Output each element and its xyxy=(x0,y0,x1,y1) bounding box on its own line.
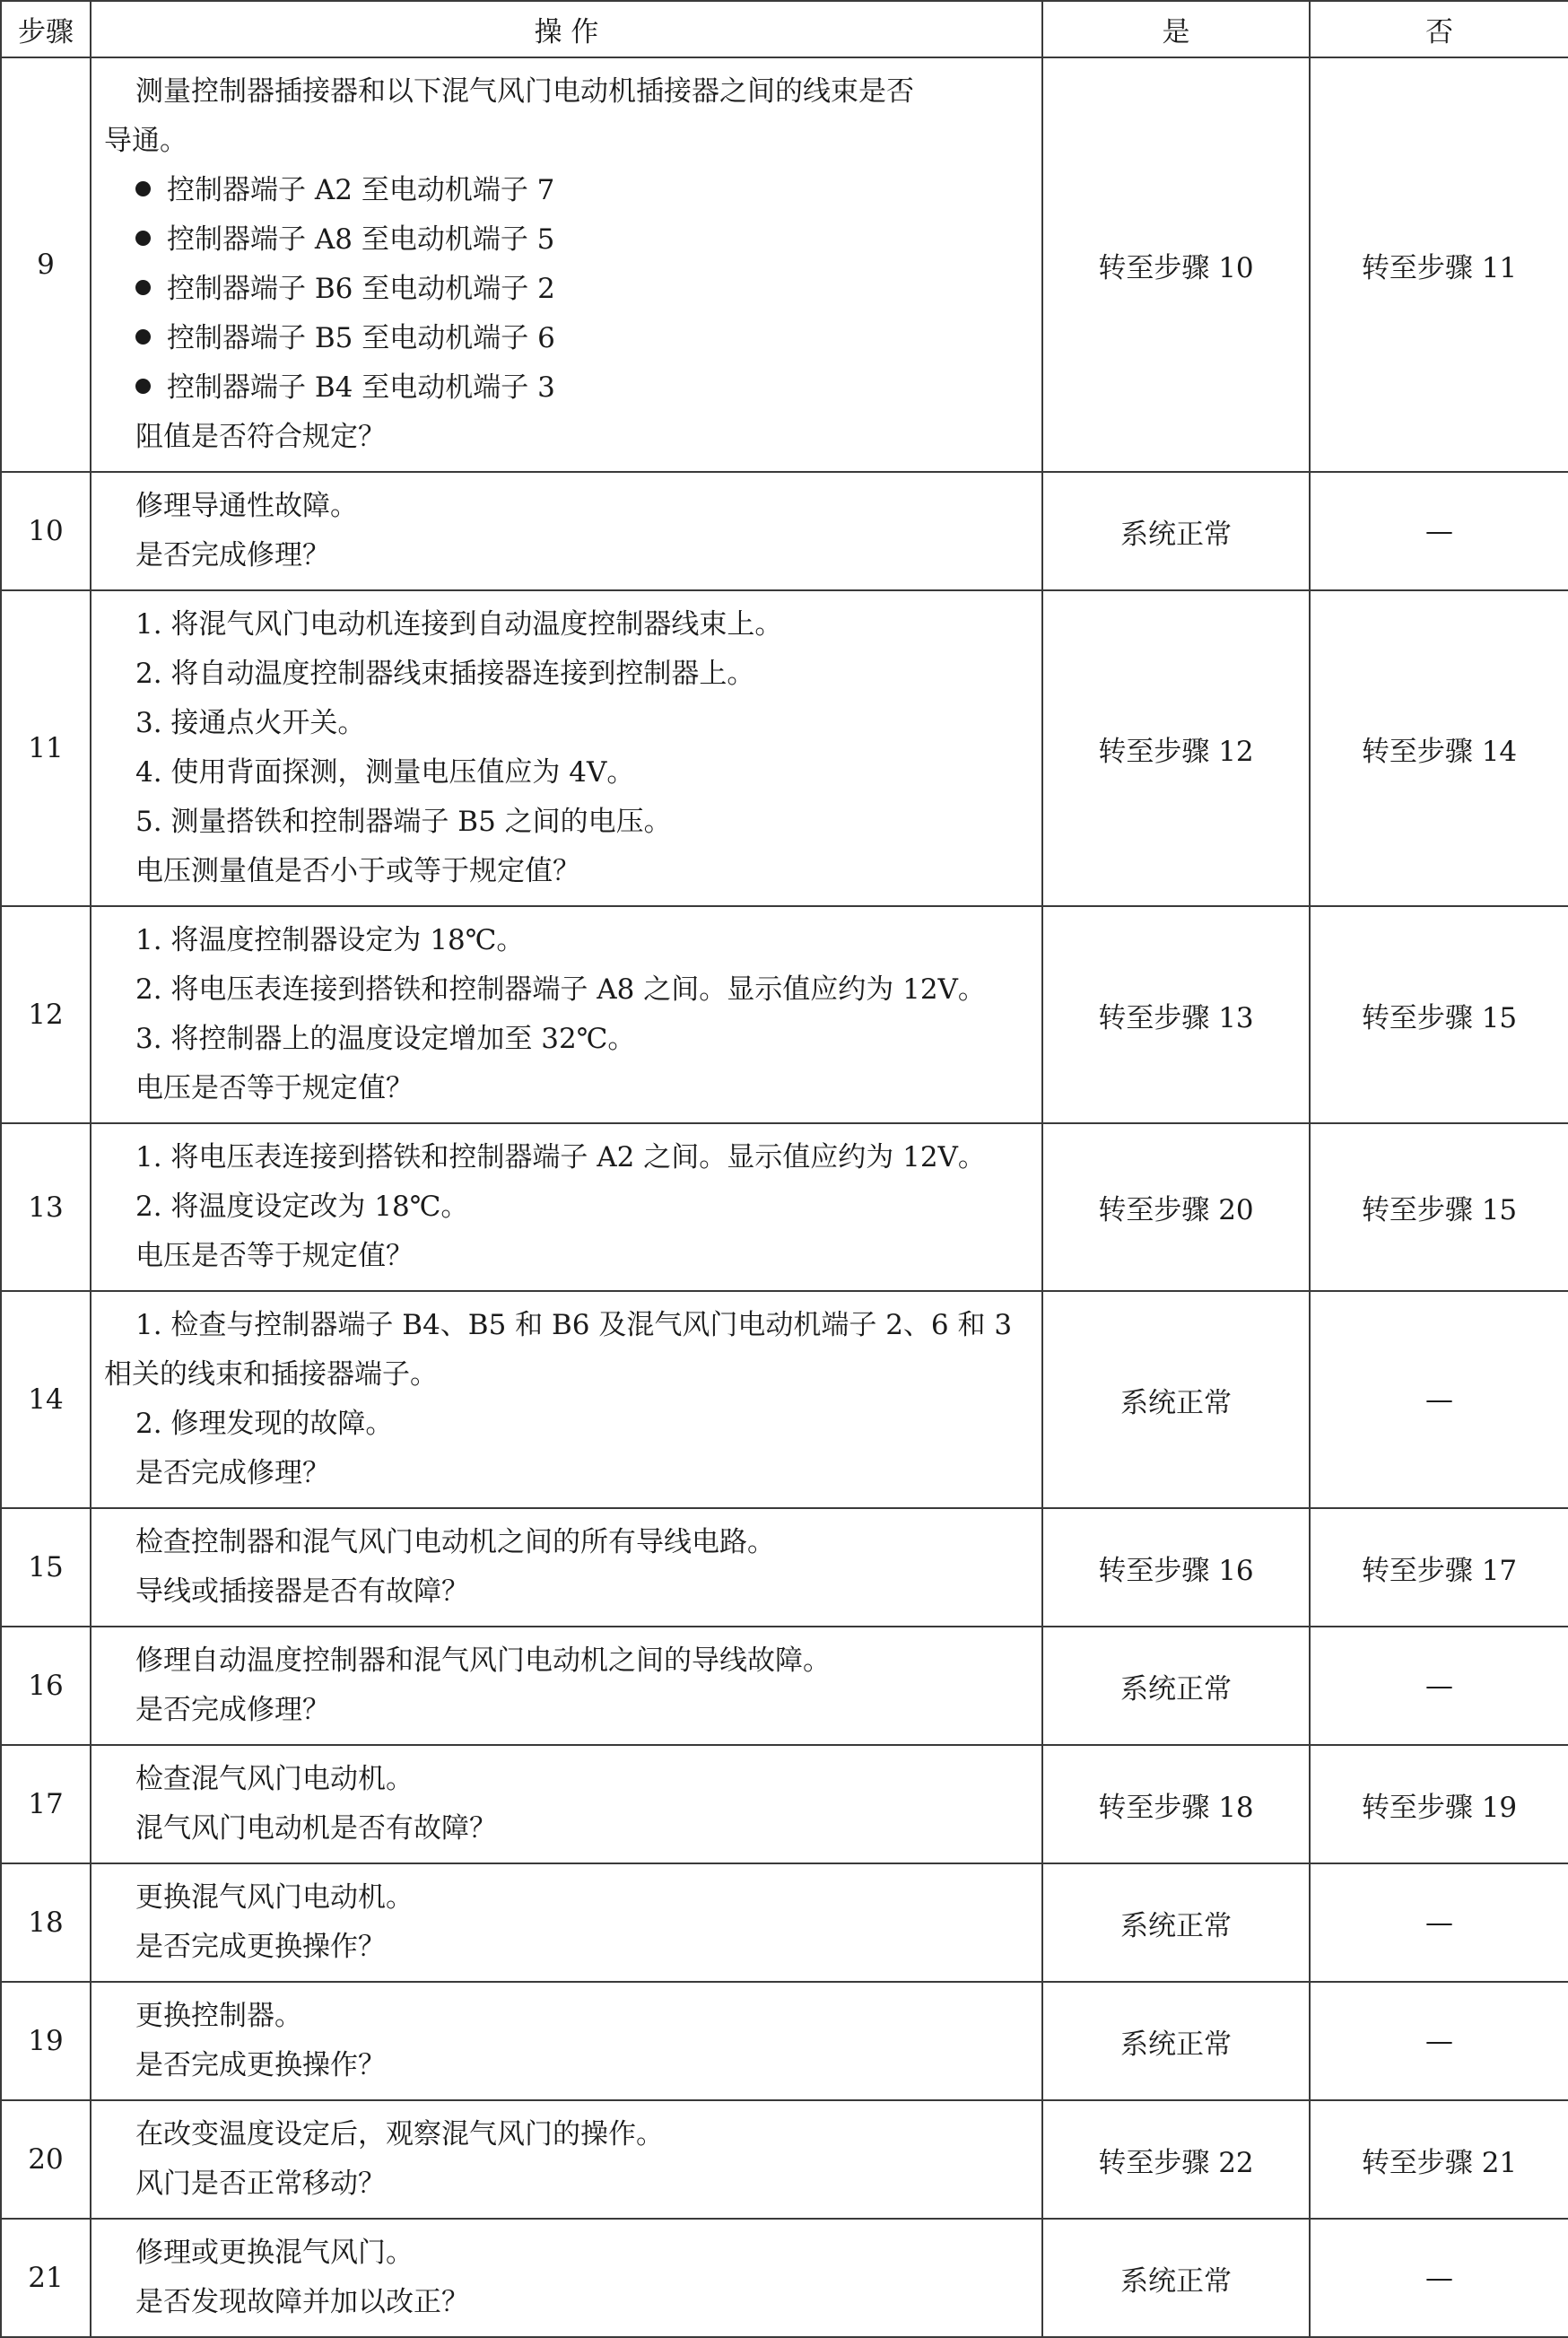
bullet-line xyxy=(104,314,1032,363)
table-row xyxy=(1,906,1568,1123)
table-row xyxy=(1,1291,1568,1508)
yes-result: 转至步骤 18 xyxy=(1042,1745,1310,1863)
yes-result: 转至步骤 10 xyxy=(1042,57,1310,472)
no-result: — xyxy=(1310,1291,1568,1508)
step-number: 20 xyxy=(1,2100,91,2219)
operation-line xyxy=(104,482,1032,531)
operation-line xyxy=(104,1992,1032,2041)
operation-line xyxy=(104,2110,1032,2159)
step-number: 14 xyxy=(1,1291,91,1508)
operation-text: 1. 将温度控制器设定为 18℃。 xyxy=(135,924,525,956)
operation-cell xyxy=(91,1291,1042,1508)
operation-line xyxy=(104,413,1032,462)
step-number: 10 xyxy=(1,472,91,590)
operation-text: 3. 接通点火开关。 xyxy=(135,707,366,739)
bullet-icon xyxy=(135,329,151,345)
operation-text: 检查混气风门电动机。 xyxy=(135,1763,414,1795)
operation-text: 风门是否正常移动？ xyxy=(135,2168,386,2200)
operation-text: 3. 将控制器上的温度设定增加至 32℃。 xyxy=(135,1023,636,1055)
bullet-icon xyxy=(135,181,151,196)
operation-text: 4. 使用背面探测，测量电压值应为 4V。 xyxy=(135,756,635,789)
operation-line xyxy=(104,531,1032,580)
bullet-icon xyxy=(135,379,151,394)
step-number: 18 xyxy=(1,1863,91,1982)
operation-line xyxy=(104,916,1032,965)
operation-text: 相关的线束和插接器端子。 xyxy=(104,1358,438,1391)
operation-text: 是否完成更换操作？ xyxy=(135,2049,386,2081)
step-number: 21 xyxy=(1,2219,91,2337)
yes-result: 转至步骤 20 xyxy=(1042,1123,1310,1291)
table-row xyxy=(1,2100,1568,2219)
yes-result: 系统正常 xyxy=(1042,2219,1310,2337)
operation-line xyxy=(104,2159,1032,2209)
operation-line xyxy=(104,1567,1032,1617)
operation-line xyxy=(104,847,1032,896)
step-number: 9 xyxy=(1,57,91,472)
operation-text: 混气风门电动机是否有故障？ xyxy=(135,1812,497,1845)
header-step: 步骤 xyxy=(1,1,91,57)
operation-cell xyxy=(91,590,1042,906)
operation-line xyxy=(104,117,1032,166)
yes-result: 系统正常 xyxy=(1042,1291,1310,1508)
operation-line xyxy=(104,1923,1032,1972)
operation-text: 控制器端子 B6 至电动机端子 2 xyxy=(167,273,555,305)
no-result: 转至步骤 11 xyxy=(1310,57,1568,472)
yes-result: 系统正常 xyxy=(1042,472,1310,590)
table-row xyxy=(1,57,1568,472)
operation-line xyxy=(104,1518,1032,1567)
operation-line xyxy=(104,67,1032,117)
operation-text: 修理导通性故障。 xyxy=(135,490,358,522)
no-result: 转至步骤 17 xyxy=(1310,1508,1568,1627)
bullet-line xyxy=(104,363,1032,413)
no-result: 转至步骤 21 xyxy=(1310,2100,1568,2219)
operation-text: 是否完成修理？ xyxy=(135,1457,330,1489)
operation-text: 1. 检查与控制器端子 B4、B5 和 B6 及混气风门电动机端子 2、6 和 3 xyxy=(135,1309,1013,1341)
operation-line xyxy=(104,1400,1032,1449)
operation-line xyxy=(104,1301,1032,1350)
operation-text: 2. 将电压表连接到搭铁和控制器端子 A8 之间。显示值应约为 12V。 xyxy=(135,973,986,1006)
bullet-icon xyxy=(135,280,151,295)
operation-text: 1. 将电压表连接到搭铁和控制器端子 A2 之间。显示值应约为 12V。 xyxy=(135,1141,986,1173)
operation-line xyxy=(104,1804,1032,1854)
table-row xyxy=(1,1627,1568,1745)
operation-text: 2. 修理发现的故障。 xyxy=(135,1408,394,1440)
header-yes: 是 xyxy=(1042,1,1310,57)
operation-text: 控制器端子 B4 至电动机端子 3 xyxy=(167,371,555,404)
operation-text: 在改变温度设定后，观察混气风门的操作。 xyxy=(135,2118,664,2150)
yes-result: 转至步骤 16 xyxy=(1042,1508,1310,1627)
operation-text: 测量控制器插接器和以下混气风门电动机插接器之间的线束是否 xyxy=(135,75,914,108)
no-result: — xyxy=(1310,2219,1568,2337)
operation-line xyxy=(104,1686,1032,1735)
operation-cell xyxy=(91,57,1042,472)
header-no: 否 xyxy=(1310,1,1568,57)
operation-text: 电压是否等于规定值？ xyxy=(135,1240,414,1272)
operation-text: 是否发现故障并加以改正？ xyxy=(135,2286,469,2318)
operation-cell xyxy=(91,906,1042,1123)
operation-text: 修理自动温度控制器和混气风门电动机之间的导线故障。 xyxy=(135,1644,831,1677)
operation-cell xyxy=(91,2100,1042,2219)
step-number: 15 xyxy=(1,1508,91,1627)
operation-cell xyxy=(91,1627,1042,1745)
operation-line xyxy=(104,1015,1032,1064)
operation-text: 控制器端子 B5 至电动机端子 6 xyxy=(167,322,555,354)
operation-cell xyxy=(91,1863,1042,1982)
no-result: 转至步骤 14 xyxy=(1310,590,1568,906)
operation-line xyxy=(104,1133,1032,1182)
operation-text: 5. 测量搭铁和控制器端子 B5 之间的电压。 xyxy=(135,806,672,838)
operation-cell xyxy=(91,1508,1042,1627)
operation-line xyxy=(104,1350,1032,1400)
operation-line xyxy=(104,2278,1032,2327)
operation-text: 更换混气风门电动机。 xyxy=(135,1881,414,1914)
operation-cell xyxy=(91,1123,1042,1291)
bullet-line xyxy=(104,166,1032,215)
operation-text: 电压测量值是否小于或等于规定值？ xyxy=(135,855,580,887)
operation-line xyxy=(104,600,1032,650)
table-row xyxy=(1,1508,1568,1627)
no-result: — xyxy=(1310,1627,1568,1745)
operation-line xyxy=(104,2229,1032,2278)
yes-result: 系统正常 xyxy=(1042,1627,1310,1745)
step-number: 13 xyxy=(1,1123,91,1291)
operation-text: 是否完成修理？ xyxy=(135,539,330,571)
operation-text: 导线或插接器是否有故障？ xyxy=(135,1575,469,1608)
step-number: 17 xyxy=(1,1745,91,1863)
table-row xyxy=(1,1863,1568,1982)
operation-text: 电压是否等于规定值？ xyxy=(135,1072,414,1104)
operation-line xyxy=(104,699,1032,748)
no-result: 转至步骤 19 xyxy=(1310,1745,1568,1863)
operation-cell xyxy=(91,1745,1042,1863)
table-row xyxy=(1,472,1568,590)
yes-result: 转至步骤 12 xyxy=(1042,590,1310,906)
table-row xyxy=(1,1745,1568,1863)
no-result: — xyxy=(1310,1863,1568,1982)
yes-result: 转至步骤 13 xyxy=(1042,906,1310,1123)
operation-text: 2. 将温度设定改为 18℃。 xyxy=(135,1191,469,1223)
operation-line xyxy=(104,1182,1032,1232)
operation-cell xyxy=(91,1982,1042,2100)
operation-line xyxy=(104,2041,1032,2090)
operation-text: 导通。 xyxy=(104,125,187,157)
operation-text: 是否完成更换操作？ xyxy=(135,1931,386,1963)
operation-cell xyxy=(91,472,1042,590)
table-row xyxy=(1,1123,1568,1291)
no-result: 转至步骤 15 xyxy=(1310,1123,1568,1291)
operation-text: 2. 将自动温度控制器线束插接器连接到控制器上。 xyxy=(135,658,755,690)
operation-line xyxy=(104,965,1032,1015)
operation-text: 检查控制器和混气风门电动机之间的所有导线电路。 xyxy=(135,1526,775,1558)
no-result: — xyxy=(1310,472,1568,590)
operation-text: 控制器端子 A2 至电动机端子 7 xyxy=(167,174,555,206)
no-result: — xyxy=(1310,1982,1568,2100)
operation-line xyxy=(104,1064,1032,1113)
operation-line xyxy=(104,650,1032,699)
operation-line xyxy=(104,1232,1032,1281)
step-number: 12 xyxy=(1,906,91,1123)
yes-result: 系统正常 xyxy=(1042,1863,1310,1982)
step-number: 16 xyxy=(1,1627,91,1745)
table-row xyxy=(1,1982,1568,2100)
bullet-icon xyxy=(135,231,151,246)
step-number: 11 xyxy=(1,590,91,906)
operation-text: 更换控制器。 xyxy=(135,2000,302,2032)
step-number: 19 xyxy=(1,1982,91,2100)
operation-line xyxy=(104,1873,1032,1923)
operation-text: 阻值是否符合规定？ xyxy=(135,421,386,453)
operation-line xyxy=(104,798,1032,847)
header-row xyxy=(1,1,1568,57)
operation-line xyxy=(104,748,1032,798)
yes-result: 系统正常 xyxy=(1042,1982,1310,2100)
operation-line xyxy=(104,1449,1032,1498)
operation-text: 修理或更换混气风门。 xyxy=(135,2237,414,2269)
no-result: 转至步骤 15 xyxy=(1310,906,1568,1123)
table-row xyxy=(1,2219,1568,2337)
header-operation: 操 作 xyxy=(91,1,1042,57)
bullet-line xyxy=(104,215,1032,265)
operation-text: 是否完成修理？ xyxy=(135,1694,330,1726)
operation-line xyxy=(104,1755,1032,1804)
bullet-line xyxy=(104,265,1032,314)
yes-result: 转至步骤 22 xyxy=(1042,2100,1310,2219)
operation-cell xyxy=(91,2219,1042,2337)
operation-text: 1. 将混气风门电动机连接到自动温度控制器线束上。 xyxy=(135,608,783,641)
operation-text: 控制器端子 A8 至电动机端子 5 xyxy=(167,223,555,256)
operation-line xyxy=(104,1636,1032,1686)
table-row xyxy=(1,590,1568,906)
